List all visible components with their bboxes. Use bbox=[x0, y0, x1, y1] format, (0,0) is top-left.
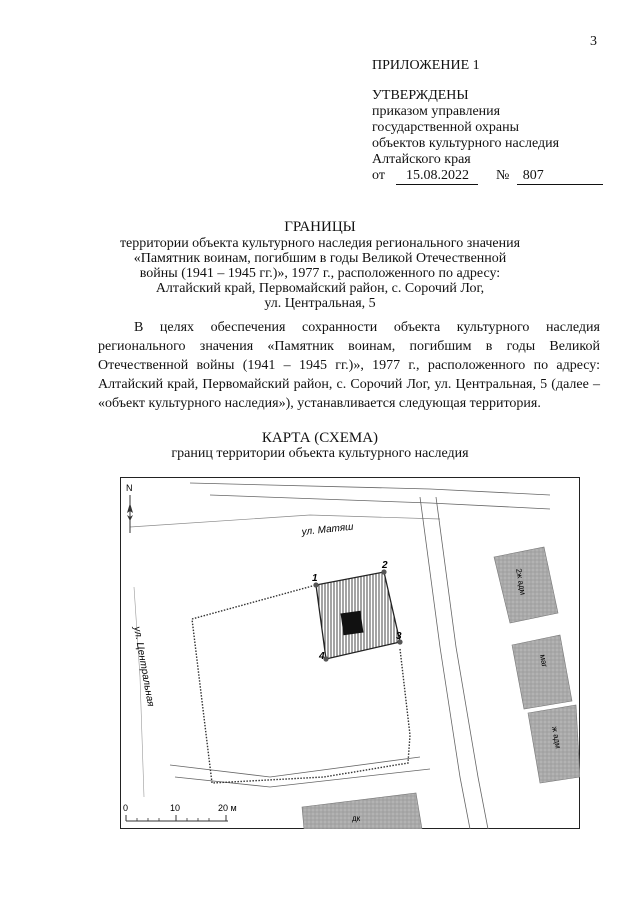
heading-line-1: территории объекта культурного наследия регионального значения bbox=[119, 236, 521, 251]
point-label-4: 4 bbox=[319, 651, 325, 662]
heading-title: ГРАНИЦЫ bbox=[284, 219, 356, 235]
building-label-2zh-adm: 2ж адм bbox=[514, 567, 528, 596]
order-date: 15.08.2022 bbox=[396, 168, 478, 185]
heading-line-5: ул. Центральная, 5 bbox=[264, 296, 376, 311]
street-label-top: ул. Матяш bbox=[301, 521, 354, 538]
body-paragraph: В целях обеспечения сохранности объекта культурного наследия регионального значения «Памятник воинам, погибшим в годы Великой Отечественной войны (1941 – 1945 гг.)», 1977 г., расположенного по адресу: Алтайский край, Первомайский район, с. Сорочий Лог, ул. Центральная, 5 (далее – «объект культурного наследия»), устанавливается следующая территория. bbox=[98, 320, 600, 411]
appendix-label: ПРИЛОЖЕНИЕ 1 bbox=[372, 58, 480, 73]
order-date-line bbox=[372, 168, 603, 185]
north-label: N bbox=[126, 483, 133, 493]
building-label-dk: дк bbox=[352, 814, 361, 823]
map-subtitle: границ территории объекта культурного наследия bbox=[171, 446, 469, 461]
approved-line-4: Алтайского края bbox=[372, 152, 471, 167]
point-label-3: 3 bbox=[396, 631, 402, 642]
heading-line-4: Алтайский край, Первомайский район, с. Сорочий Лог, bbox=[155, 281, 485, 296]
scale-label-20: 20 м bbox=[218, 803, 237, 813]
order-number: 807 bbox=[517, 168, 603, 185]
building-label-mag: маг bbox=[538, 653, 550, 669]
heading-line-2: «Памятник воинам, погибшим в годы Великой Отечественной bbox=[133, 251, 507, 266]
page-number: 3 bbox=[590, 34, 597, 49]
monument bbox=[341, 611, 364, 636]
heading-block bbox=[0, 220, 640, 311]
number-label: № bbox=[495, 168, 510, 183]
point-label-1: 1 bbox=[312, 573, 318, 584]
approved-line-2: государственной охраны bbox=[372, 120, 520, 135]
scale-label-10: 10 bbox=[170, 803, 181, 813]
street-label-left: ул. Центральная bbox=[131, 625, 156, 708]
scale-label-0: 0 bbox=[123, 803, 129, 813]
map-heading bbox=[0, 430, 640, 462]
map-title: КАРТА (СХЕМА) bbox=[261, 430, 379, 446]
approved-line-1: приказом управления bbox=[372, 104, 501, 119]
approved-line-3: объектов культурного наследия bbox=[372, 136, 560, 151]
heading-line-3: войны (1941 – 1945 гг.)», 1977 г., расположенного по адресу: bbox=[139, 266, 501, 281]
building-label-zh-adm: ж адм bbox=[550, 725, 563, 750]
approved-label: УТВЕРЖДЕНЫ bbox=[372, 88, 469, 103]
map-scheme bbox=[120, 477, 580, 829]
from-label: от bbox=[372, 168, 385, 183]
point-label-2: 2 bbox=[382, 560, 388, 571]
appendix-block bbox=[372, 58, 603, 185]
